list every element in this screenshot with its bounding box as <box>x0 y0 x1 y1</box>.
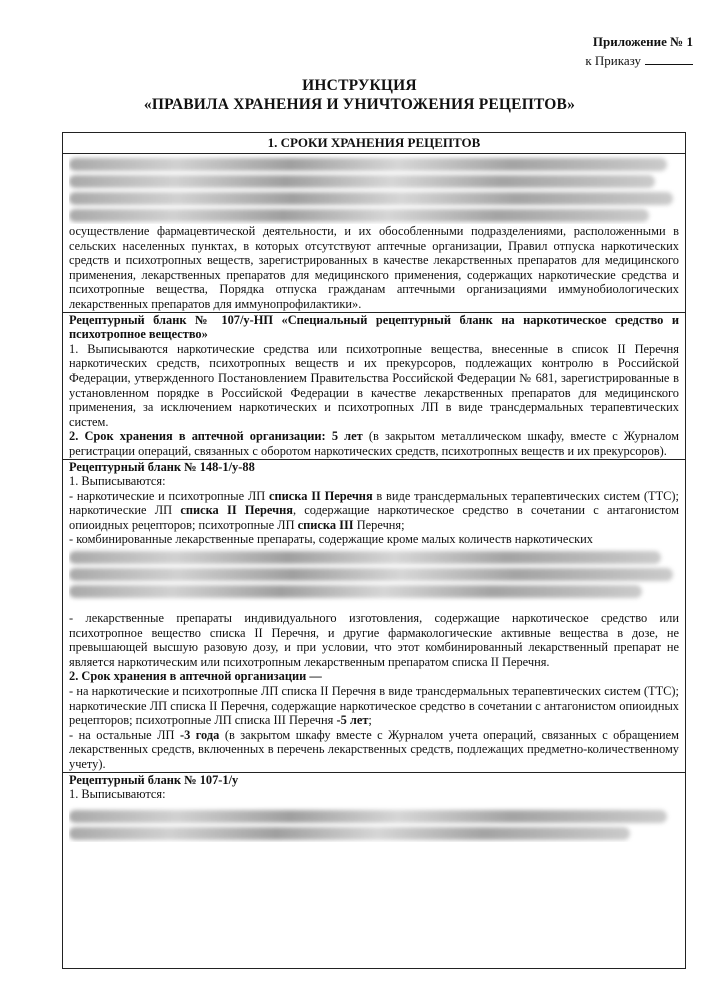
blank-148-bullet-2: - комбинированные лекарственные препараты, содержащие кроме малых количеств наркотических <box>69 532 593 547</box>
redacted-block-2 <box>69 547 679 611</box>
b1-b: списка II Перечня <box>269 488 373 503</box>
order-ref-text: к Приказу <box>585 53 641 68</box>
blank-148-cell <box>63 460 685 773</box>
redacted-block-3 <box>69 802 679 842</box>
title-line-2: «ПРАВИЛА ХРАНЕНИЯ И УНИЧТОЖЕНИЯ РЕЦЕПТОВ» <box>143 96 576 113</box>
blank-107-p2-rest: (в закрытом металлическом шкафу, вместе с Журналом регистрации операций, связанных с оборотом наркотических средств, психотропных веществ и их прекурсоров). <box>69 429 679 458</box>
b1-g: Перечня; <box>353 517 405 532</box>
blank-107-p2-bold: 2. Срок хранения в аптечной организации: 5 лет <box>69 429 363 444</box>
b1-e: , содержащие наркотическое средство в сочетании с антагонистом опиоидных рецепторов; психотропные ЛП <box>69 503 679 532</box>
intro-cell <box>63 154 685 313</box>
p2-b-bold: -3 года <box>179 727 220 742</box>
blank-1071-title: Рецептурный бланк № 107-1/у <box>69 772 239 787</box>
p2-b-start: - на остальные ЛП <box>69 727 180 742</box>
p2-a-bold: -5 лет <box>336 713 369 728</box>
blank-148-p2-b <box>69 728 679 772</box>
p2-b-rest: (в закрытом шкафу вместе с Журналом учета операций, связанных с обращением лекарственных средств, включенных в перечень лекарственных средств, подлежащих предметно-количественному учету). <box>69 727 679 771</box>
order-number-blank <box>645 52 693 65</box>
b1-c: в виде трансдермальных терапевтических систем (ТТС); наркотические ЛП <box>69 488 679 518</box>
order-reference <box>585 51 693 70</box>
annex-block <box>585 32 693 70</box>
blank-148-p1: 1. Выписываются: <box>69 474 166 489</box>
blank-107-p1: 1. Выписываются наркотические средства или психотропные вещества, внесенные в список II Перечня наркотических средств, психотропных веществ и их прекурсоров, подлежащих контролю в Российской Федерации, утвержденного Постановлением Правительства Российской Федерации № 681, зарегистрированные в установленном порядке в Российской Федерации в качестве лекарственных препаратов для медицинского применения, за исключением наркотических и психотропных ЛП в виде трансдермальных терапевтических систем. <box>69 341 679 429</box>
redacted-block-1 <box>69 154 679 224</box>
b1-f: списка III <box>297 517 354 532</box>
blank-148-title: Рецептурный бланк № 148-1/у-88 <box>69 459 255 474</box>
blank-107-title: Рецептурный бланк № 107/у-НП «Специальный рецептурный бланк на наркотическое средство и психотропное вещество» <box>69 312 679 342</box>
blank-107-p2 <box>69 429 679 458</box>
p2-a-end: ; <box>368 713 372 728</box>
b1-d: списка II Перечня <box>180 503 293 518</box>
document-title <box>0 76 719 114</box>
blank-1071-p1: 1. Выписываются: <box>69 787 166 802</box>
annex-label: Приложение № 1 <box>592 34 693 49</box>
intro-text: осуществление фармацевтической деятельности, и их обособленными подразделениями, расположенными в сельских населенных пунктах, в которых отсутствуют аптечные организации, Правил отпуска наркотических средств и психотропных веществ, зарегистрированных в качестве лекарственных препаратов для медицинского применения, лекарственных препаратов для медицинского применения, содержащих наркотические средства и психотропные вещества, Порядка отпуска гражданам аптечными организациями иммунобиологических лекарственных препаратов для иммунопрофилактики». <box>69 224 679 311</box>
blank-148-bullet-1 <box>69 489 679 533</box>
blank-148-p2-a <box>69 684 679 728</box>
b1-a: - наркотические и психотропные ЛП <box>69 488 269 503</box>
section-1-heading: 1. СРОКИ ХРАНЕНИЯ РЕЦЕПТОВ <box>63 133 685 154</box>
instruction-table <box>62 132 686 969</box>
blank-148-bullet-3: - лекарственные препараты индивидуального изготовления, содержащие наркотическое средство или психотропное вещество списка II Перечня, и другие фармакологические активные вещества в дозе, не превышающей высшую разовую дозу, и при условии, что этот комбинированный лекарственный препарат не является наркотическим или психотропным лекарственным препаратом списка II Перечня. <box>69 611 679 669</box>
blank-1071-cell <box>63 773 685 842</box>
p2-a-text: - на наркотические и психотропные ЛП списка II Перечня в виде трансдермальных терапевтических систем (ТТС); наркотические ЛП списка II Перечня, содержащие наркотическое средство в сочетании с антагонистом опиоидных рецепторов; психотропные ЛП списка III Перечня <box>69 684 679 728</box>
blank-107-cell <box>63 313 685 460</box>
blank-148-p2-bold: 2. Срок хранения в аптечной организации — <box>69 669 322 684</box>
title-line-1: ИНСТРУКЦИЯ <box>302 77 417 94</box>
